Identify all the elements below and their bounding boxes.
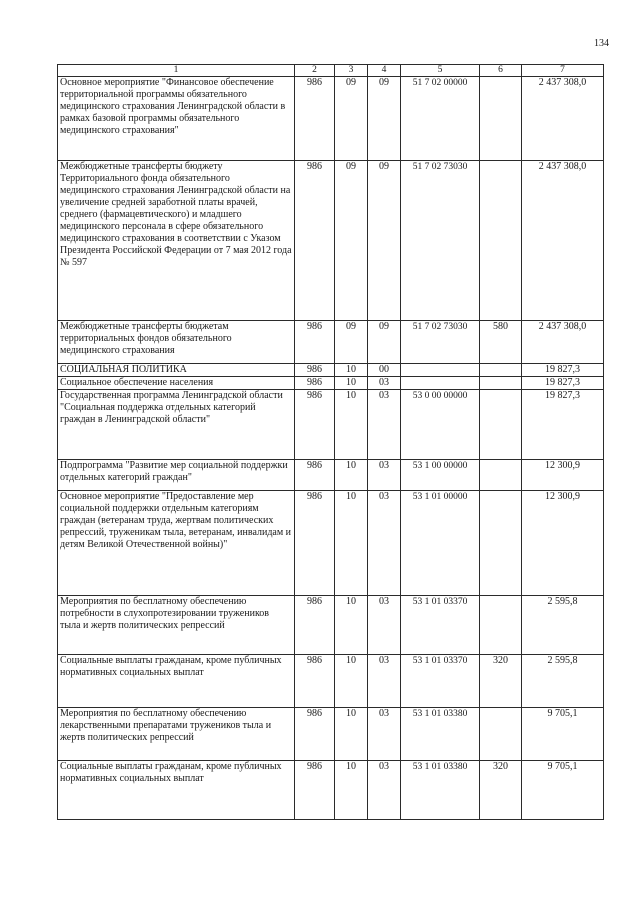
row-subsection: 09: [368, 77, 401, 161]
row-name: Основное мероприятие "Предоставление мер социальной поддержки отдельным категориям граждан (ветеранам труда, жертвам политических репрессий, труженикам тыла, ветеранам, инвалидам и детям Великой Отечественной войны)": [58, 491, 295, 596]
row-ministry-code: 986: [295, 321, 335, 364]
table-row: [58, 377, 604, 390]
header-cell: 5: [401, 65, 480, 77]
row-name: Государственная программа Ленинградской области "Социальная поддержка отдельных категорий граждан в Ленинградской области": [58, 390, 295, 460]
row-target-article: [401, 377, 480, 390]
table-row: [58, 655, 604, 708]
row-target-article: 53 1 01 00000: [401, 491, 480, 596]
row-ministry-code: 986: [295, 655, 335, 708]
table-row: [58, 364, 604, 377]
row-subsection: 03: [368, 491, 401, 596]
row-ministry-code: 986: [295, 161, 335, 321]
header-cell: 7: [522, 65, 604, 77]
row-ministry-code: 986: [295, 390, 335, 460]
row-amount: 9 705,1: [522, 708, 604, 761]
table-row: [58, 321, 604, 364]
row-section: 10: [335, 655, 368, 708]
row-target-article: 51 7 02 00000: [401, 77, 480, 161]
row-name: Социальное обеспечение населения: [58, 377, 295, 390]
row-section: 10: [335, 390, 368, 460]
table-row: [58, 761, 604, 820]
table-row: [58, 491, 604, 596]
row-expense-type: 320: [480, 655, 522, 708]
row-name: Мероприятия по бесплатному обеспечению потребности в слухопротезировании тружеников тыла и жертв политических репрессий: [58, 596, 295, 655]
row-amount: 2 437 308,0: [522, 77, 604, 161]
budget-table: [57, 64, 604, 820]
row-amount: 12 300,9: [522, 460, 604, 491]
row-expense-type: [480, 491, 522, 596]
header-cell: 1: [58, 65, 295, 77]
row-section: 10: [335, 364, 368, 377]
row-amount: 2 437 308,0: [522, 321, 604, 364]
row-subsection: 03: [368, 708, 401, 761]
table-row: [58, 708, 604, 761]
page-number: 134: [594, 38, 609, 49]
row-ministry-code: 986: [295, 761, 335, 820]
row-ministry-code: 986: [295, 460, 335, 491]
row-section: 10: [335, 460, 368, 491]
row-amount: 9 705,1: [522, 761, 604, 820]
row-name: СОЦИАЛЬНАЯ ПОЛИТИКА: [58, 364, 295, 377]
row-section: 10: [335, 377, 368, 390]
row-ministry-code: 986: [295, 364, 335, 377]
row-expense-type: [480, 596, 522, 655]
row-section: 10: [335, 708, 368, 761]
row-ministry-code: 986: [295, 596, 335, 655]
row-target-article: 53 1 01 03380: [401, 708, 480, 761]
row-target-article: 53 1 01 03370: [401, 655, 480, 708]
row-expense-type: [480, 460, 522, 491]
row-expense-type: [480, 161, 522, 321]
row-target-article: 53 1 00 00000: [401, 460, 480, 491]
row-section: 10: [335, 761, 368, 820]
row-subsection: 03: [368, 655, 401, 708]
row-ministry-code: 986: [295, 377, 335, 390]
row-section: 09: [335, 321, 368, 364]
row-subsection: 09: [368, 161, 401, 321]
row-subsection: 03: [368, 761, 401, 820]
row-name: Основное мероприятие "Финансовое обеспечение территориальной программы обязательного медицинского страхования Ленинградской области в рамках базовой программы обязательного медицинского страхования": [58, 77, 295, 161]
row-expense-type: [480, 390, 522, 460]
row-expense-type: [480, 364, 522, 377]
row-amount: 19 827,3: [522, 390, 604, 460]
row-name: Мероприятия по бесплатному обеспечению лекарственными препаратами тружеников тыла и жертв политических репрессий: [58, 708, 295, 761]
table-row: [58, 390, 604, 460]
row-section: 10: [335, 491, 368, 596]
row-expense-type: [480, 77, 522, 161]
row-section: 10: [335, 596, 368, 655]
row-expense-type: [480, 377, 522, 390]
row-target-article: 53 1 01 03370: [401, 596, 480, 655]
row-ministry-code: 986: [295, 708, 335, 761]
row-amount: 2 595,8: [522, 655, 604, 708]
row-section: 09: [335, 77, 368, 161]
row-subsection: 09: [368, 321, 401, 364]
row-name: Социальные выплаты гражданам, кроме публичных нормативных социальных выплат: [58, 655, 295, 708]
row-target-article: 53 1 01 03380: [401, 761, 480, 820]
row-section: 09: [335, 161, 368, 321]
table-row: [58, 161, 604, 321]
row-subsection: 03: [368, 390, 401, 460]
table-row: [58, 596, 604, 655]
row-target-article: 53 0 00 00000: [401, 390, 480, 460]
row-ministry-code: 986: [295, 491, 335, 596]
row-ministry-code: 986: [295, 77, 335, 161]
row-subsection: 00: [368, 364, 401, 377]
row-subsection: 03: [368, 596, 401, 655]
row-amount: 12 300,9: [522, 491, 604, 596]
row-amount: 19 827,3: [522, 377, 604, 390]
row-target-article: 51 7 02 73030: [401, 321, 480, 364]
table-row: [58, 460, 604, 491]
header-cell: 4: [368, 65, 401, 77]
row-name: Межбюджетные трансферты бюджету Территориального фонда обязательного медицинского страхования Ленинградской области на увеличение средней заработной платы врачей, среднего (фармацевтического) и младшего медицинского персонала в сфере обязательного медицинского страхования в соответствии с Указом Президента Российской Федерации от 7 мая 2012 года № 597: [58, 161, 295, 321]
row-amount: 2 595,8: [522, 596, 604, 655]
row-expense-type: [480, 708, 522, 761]
table-row: [58, 77, 604, 161]
row-target-article: 51 7 02 73030: [401, 161, 480, 321]
row-subsection: 03: [368, 377, 401, 390]
header-cell: 6: [480, 65, 522, 77]
table-header-row: [58, 65, 604, 77]
row-name: Социальные выплаты гражданам, кроме публичных нормативных социальных выплат: [58, 761, 295, 820]
row-amount: 2 437 308,0: [522, 161, 604, 321]
row-target-article: [401, 364, 480, 377]
row-subsection: 03: [368, 460, 401, 491]
row-expense-type: 320: [480, 761, 522, 820]
row-expense-type: 580: [480, 321, 522, 364]
row-name: Подпрограмма "Развитие мер социальной поддержки отдельных категорий граждан": [58, 460, 295, 491]
header-cell: 3: [335, 65, 368, 77]
header-cell: 2: [295, 65, 335, 77]
row-name: Межбюджетные трансферты бюджетам территориальных фондов обязательного медицинского страхования: [58, 321, 295, 364]
row-amount: 19 827,3: [522, 364, 604, 377]
